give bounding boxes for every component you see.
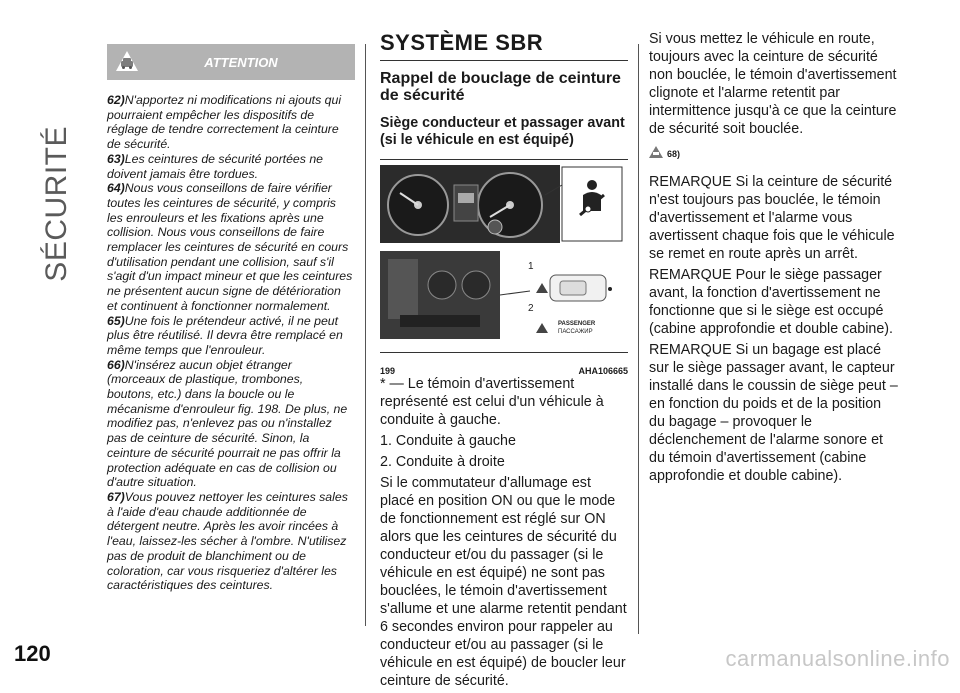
note-ref-text: 68) — [666, 149, 680, 159]
watermark: carmanualsonline.info — [725, 646, 950, 671]
paragraph: Si le commutateur d'allumage est placé en position ON ou que le mode de fonctionnement est réglé sur ON alors que les ceintures de sécurité du conducteur et/ou du passager (si le véhicule en est équipé) ne sont pas bouclées, le témoin d'avertissement s'allume et une alarme retentit pendant 6 secondes environ pour rappeler au conducteur et/ou au passager (si le véhicule en est équipé) de boucler leur ceinture de sécurité. — [380, 475, 627, 689]
panel-1 — [528, 261, 612, 301]
svg-text:1: 1 — [528, 261, 534, 272]
column-divider-2 — [638, 44, 639, 634]
warning-body — [107, 80, 355, 593]
svg-text:2: 2 — [528, 303, 534, 314]
paragraph: 2. Conduite à droite — [380, 454, 505, 470]
panel-2 — [528, 303, 596, 335]
warning-item: 64)Nous vous conseillons de faire vérifier toutes les ceintures de sécurité, y compris les enrouleurs et les fixations après une collision. Nous vous conseillons de faire remplacer les ceintures de sécurité en cours d'utilisation pendant une collision, sauf s'il s'agit d'un impact mineur et que les ceintures ne présentent aucun signe de détérioration et continuent à fonctionner normalement. — [107, 181, 353, 313]
figure-number: 199 — [380, 366, 396, 376]
right-column — [649, 30, 899, 488]
dashboard-illustration — [380, 165, 628, 343]
warning-item: 67)Vous pouvez nettoyer les ceintures sales à l'aide d'eau chaude additionnée de détergent neutre. Après les avoir rincées à l'eau, laissez-les sécher à l'ombre. N'utilisez pas de produit de blanchiment ou de coloration, car vous risqueriez d'altérer les caractéristiques des ceintures. — [107, 489, 348, 593]
warning-item: 63)Les ceintures de sécurité portées ne doivent jamais être tordues. — [107, 151, 324, 181]
middle-text — [380, 375, 628, 690]
section-side-title — [40, 126, 73, 282]
section-heading: SYSTÈME SBR — [380, 30, 628, 61]
paragraph: 1. Conduite à gauche — [380, 433, 516, 449]
remark-paragraph: REMARQUE Si un bagage est placé sur le siège passager avant, le capteur installé dans le coussin de siège peut – en fonction du poids et de la position du bagage – provoquer le déclenchement de l'alarme sonore et du témoin d'avertissement (cabine approfondie et double cabine). — [649, 342, 898, 484]
subheading: Rappel de bouclage de ceinture de sécurité — [380, 70, 621, 104]
svg-text:PASSENGER: PASSENGER — [558, 321, 596, 327]
warning-item: 65)Une fois le prétendeur activé, il ne peut plus être réutilisé. Il devra être remplacé en même temps que l'enrouleur. — [107, 313, 343, 357]
column-divider-1 — [365, 44, 366, 626]
sub-subheading: Siège conducteur et passager avant (si le véhicule en est équipé) — [380, 115, 625, 148]
middle-column — [380, 30, 628, 693]
warning-triangle-icon — [649, 146, 663, 158]
warning-title: ATTENTION — [204, 55, 278, 70]
remark-paragraph: REMARQUE Si la ceinture de sécurité n'est toujours pas bouclée, le témoin d'avertissement et l'alarme vous avertissent chaque fois que le véhicule se remet en route après un arrêt. — [649, 174, 895, 262]
section-title-text: SÉCURITÉ — [40, 126, 73, 282]
warning-box — [107, 44, 355, 593]
warning-item: 66)N'insérez aucun objet étranger (morceaux de plastique, trombones, boutons, etc.) dans la boucle ou le mécanisme d'enrouleur fig. 198. De plus, ne modifiez pas, n'enlevez pas ou n'installez pas de ceinture de sécurité. Sinon, la ceinture de sécurité pourrait ne pas offrir la protection adéquate en cas de collision ou d'autre situation. — [107, 357, 348, 490]
warning-item: 62)N'apportez ni modifications ni ajouts qui pourraient empêcher les dispositifs de réglage de tendre correctement la ceinture de sécurité. — [107, 93, 342, 152]
note-reference — [649, 145, 680, 163]
remark-paragraph: REMARQUE Pour le siège passager avant, la fonction d'avertissement ne fonctionne que si le siège est occupé (cabine approfondie et double cabine). — [649, 267, 894, 337]
paragraph: * — Le témoin d'avertissement représenté est celui d'un véhicule à conduite à gauche. — [380, 376, 604, 428]
warning-header — [107, 44, 355, 80]
page-number: 120 — [14, 641, 51, 666]
svg-text:ПАССАЖИР: ПАССАЖИР — [558, 329, 593, 335]
paragraph: Si vous mettez le véhicule en route, toujours avec la ceinture de sécurité non bouclée, le témoin d'avertissement clignote et l'alarme retentit par intermittence jusqu'à ce que la ceinture de sécurité soit bouclée. — [649, 31, 897, 137]
figure-199 — [380, 159, 628, 376]
figure-code: AHA106665 — [578, 366, 628, 376]
